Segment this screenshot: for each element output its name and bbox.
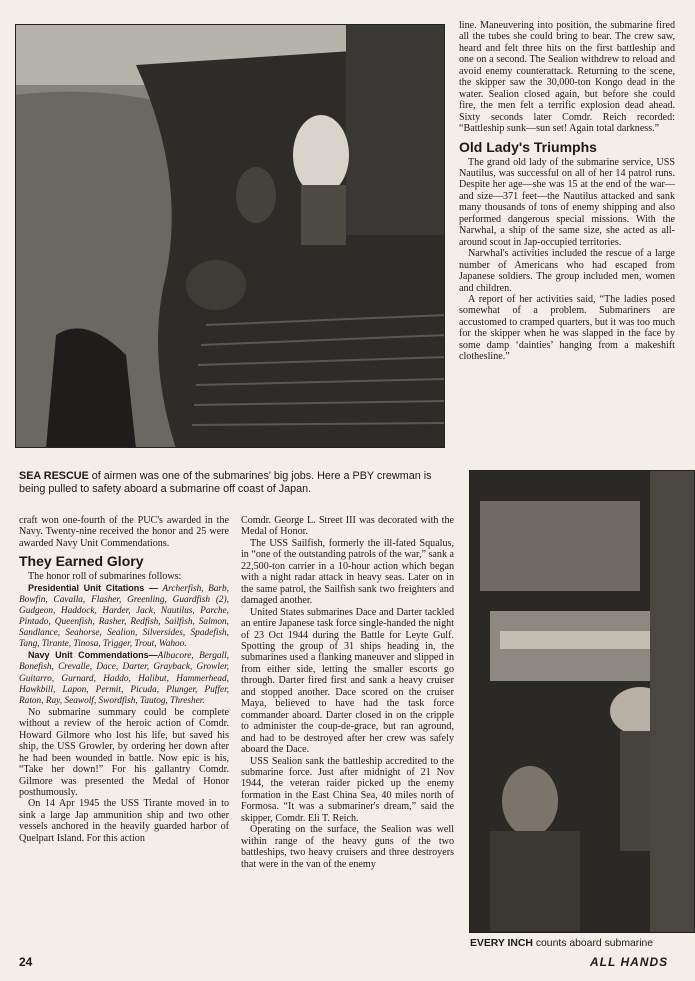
puc-submarines: Archerfish, Barb, Bowfin, Cavalla, Flasher, Greenling, Guardfish (2), Gudgeon, Haddock, Harder, Jack, Nautilus, Parche, Pintado, Queenfish, Rasher, Redfish, Sailfish, Salmon, Sandlance, Seahorse, Sealion, Silversides, Spadefish, Tang, Tirante, Tinosa, Trigger, Trout, Wahoo. (19, 583, 229, 650)
column-left (19, 515, 229, 844)
puc-list (19, 583, 229, 651)
puc-label: Presidential Unit Citations — (28, 582, 158, 593)
nuc-list (19, 650, 229, 706)
caption-text: counts aboard submarine (532, 938, 654, 949)
caption-text: of airmen was one of the submarines' big jobs. Here a PBY crewman is being pulled to safety aboard a submarine off coast of Japan. (19, 470, 432, 495)
paragraph: No submarine summary could be complete without a review of the heroic action of Comdr. Howard Gilmore who lost his life, but saved his ship, the USS Growler, by ordering her down after he had been wounded in battle. Now epic is his, “Take her down!” For his gallantry Comdr. Gilmore was presented the Medal of Honor posthumously. (19, 706, 229, 799)
sea-rescue-photo (15, 24, 445, 448)
paragraph: The USS Sailfish, formerly the ill-fated Squalus, in “one of the outstanding patrols of the war,” sank a 22,500-ton carrier in a 10-hour action which began with a night radar attack in heavy seas. Later on in the same patrol, the Sailfish sank two freighters and damaged another. (241, 537, 454, 607)
paragraph: The honor roll of submarines follows: (28, 571, 182, 583)
sea-rescue-caption (19, 470, 459, 496)
section-heading: Old Lady's Triumphs (459, 138, 597, 155)
magazine-name: ALL HANDS (590, 955, 669, 969)
paragraph: USS Sealion sank the battleship accredited to the submarine force. Just after midnight of 21 Nov 1944, the veteran raider picked up the enemy formation in the East China Sea, 40 miles north of Formosa. “It was a submariner's dream,” said the skipper, Comdr. Eli T. Reich. (241, 755, 454, 824)
column-middle (241, 515, 454, 870)
nuc-submarines: Albacore, Bergall, Bonefish, Crevalle, Dace, Darter, Grayback, Growler, Guitarro, Gurnard, Haddo, Halibut, Hammerhead, Hawkbill, Lapon, Permit, Picuda, Plunger, Puffer, Raton, Ray, Seawolf, Swordfish, Tautog, Thresher. (19, 651, 229, 706)
nuc-label: Navy Unit Commendations— (28, 650, 158, 661)
paragraph: line. Maneuvering into position, the submarine fired all the tubes she could bring to bear. The crew saw, heard and felt three hits on the first battleship and one on a second. The Sealion withdrew to reload and avoid enemy counterattack. Returning to the scene, the skipper saw the 30,000-ton Kongo dead in the water. Sealion closed again, but before she could fire, the men felt a terrific explosion dead ahead. Sixty seconds later Comdr. Reich recorded: “Battleship sunk—sun set! Again total darkness.” (459, 20, 675, 135)
paragraph: A report of her activities said, “The ladies posed somewhat of a problem. Submariners are accustomed to cramped quarters, but it was too much for the skipper when he was slapped in the face by some damp ‘dainties’ hanging from a makeshift clothesline.” (459, 293, 675, 363)
sea-rescue-illustration (16, 25, 445, 448)
paragraph: Narwhal's activities included the rescue of a large number of Americans who had escaped from Japanese soldiers. The group included men, women and children. (459, 248, 675, 294)
paragraph: On 14 Apr 1945 the USS Tirante moved in to sink a large Jap ammunition ship and two other vessels anchored in the heavily guarded harbor of Quelpart Island. For this action (19, 798, 229, 844)
every-inch-caption (470, 937, 695, 950)
caption-lead: EVERY INCH (470, 938, 533, 949)
column-right (459, 20, 675, 363)
paragraph: Comdr. George L. Street III was decorated with the Medal of Honor. (241, 515, 454, 538)
submarine-interior-illustration (470, 471, 695, 933)
section-heading: They Earned Glory (19, 553, 144, 570)
paragraph: The grand old lady of the submarine service, USS Nautilus, was successful on all of her 14 patrol runs. Despite her age—she was 15 at the end of the war—and size—371 feet—the Nautilus attacked and sank many thousands of tons of enemy shipping and also performed dangerous special missions. With the Narwhal, a ship of the same size, she acted as all-around scout in Jap-occupied territories. (459, 156, 675, 248)
page-number: 24 (19, 955, 33, 969)
paragraph: craft won one-fourth of the PUC's awarded in the Navy. Twenty-nine received the honor and 25 were awarded Navy Unit Commendations. (19, 515, 229, 549)
paragraph: United States submarines Dace and Darter tackled an entire Japanese task force single-handed the night of 23 Oct 1944 during the Battle for Leyte Gulf. Spotting the group of 31 ships heading in, the submarines used a flanking maneuver and slipped in from either side, letting the smaller escorts go through. Darter fired first and sank a heavy cruiser and stopped another. Dace scored on the cruiser Maya, believed to have had the task force commander aboard. Darter closed in on the cripple to administer the coup-de-grace, but ran aground, and had to be destroyed after her crew was safely aboard the Dace. (241, 606, 454, 756)
paragraph: Operating on the surface, the Sealion was well within range of the heavy guns of the two battleships, two heavy cruisers and three destroyers that were in the van of the enemy (241, 824, 454, 870)
caption-lead: SEA RESCUE (19, 470, 89, 482)
submarine-interior-photo (469, 470, 695, 933)
